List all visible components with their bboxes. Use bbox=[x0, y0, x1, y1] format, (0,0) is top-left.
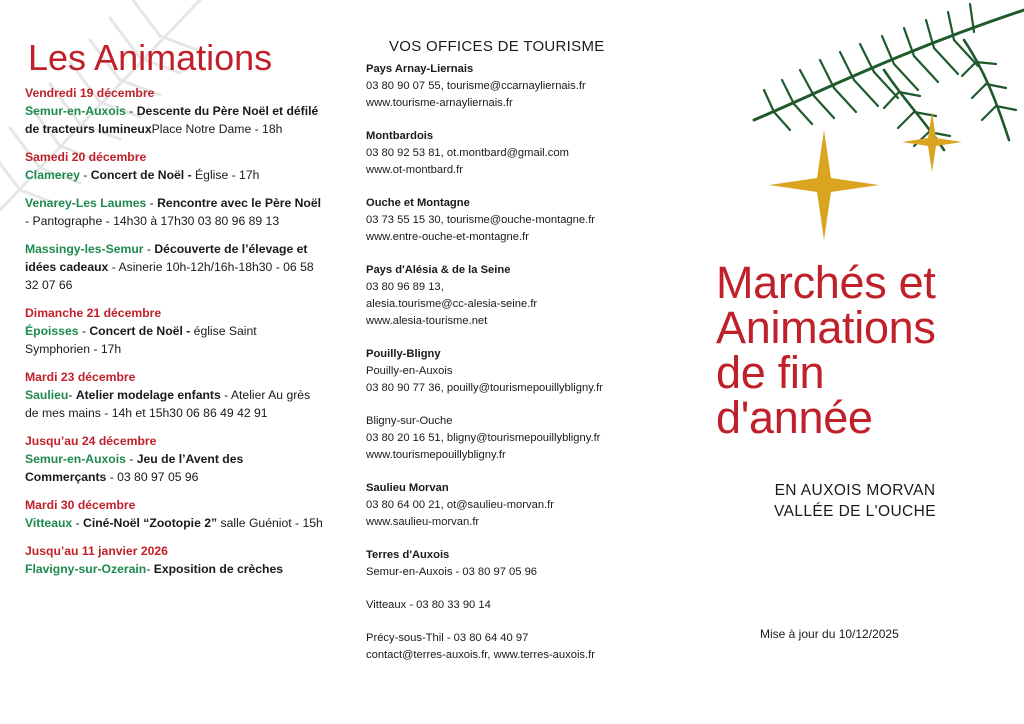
cover-title-line: d'année bbox=[716, 392, 873, 443]
office-contact-line: www.saulieu-morvan.fr bbox=[366, 516, 480, 528]
region-subtitle bbox=[700, 480, 1000, 522]
event-item bbox=[25, 304, 325, 358]
animations-heading: Les Animations bbox=[28, 37, 273, 78]
office-contact-line: www.ot-montbard.fr bbox=[366, 164, 463, 176]
office-contact-line: www.alesia-tourisme.net bbox=[366, 315, 488, 327]
event-details: - Atelier Au grès de mes mains - 14h et 15h30 06 86 49 42 91 bbox=[25, 387, 311, 420]
event-date: Jusqu’au 11 janvier 2026 bbox=[25, 543, 168, 558]
office-name: Ouche et Montagne bbox=[366, 197, 470, 209]
office-name: Terres d'Auxois bbox=[366, 549, 450, 561]
event-separator: - bbox=[125, 103, 137, 118]
event-title: Jeu de l’Avent des Commerçants bbox=[25, 451, 244, 484]
event-separator: - bbox=[146, 195, 158, 210]
event-date: Jusqu’au 24 décembre bbox=[25, 433, 157, 448]
office-contact-line: 03 80 90 07 55, tourisme@ccarnayliernais.fr bbox=[366, 80, 586, 92]
event-title: Concert de Noël - bbox=[89, 323, 194, 338]
office-name: Montbardois bbox=[366, 130, 434, 142]
cover-title-line: de fin bbox=[716, 347, 825, 398]
event-title: Atelier modelage enfants bbox=[75, 387, 221, 402]
event-title: Exposition de crèches bbox=[153, 561, 284, 576]
event-place: Venarey-Les Laumes bbox=[25, 195, 147, 210]
fir-branch-decoration-right bbox=[734, 0, 1024, 250]
event-item bbox=[25, 542, 325, 578]
event-title: Rencontre avec le Père Noël bbox=[157, 195, 322, 210]
office-contact-line: 03 80 96 89 13, bbox=[366, 281, 444, 293]
office-contact-line: www.tourisme-arnayliernais.fr bbox=[366, 97, 513, 109]
event-details: salle Guéniot - 15h bbox=[217, 515, 323, 530]
event-place: Époisses bbox=[25, 323, 79, 338]
event-separator: - bbox=[68, 387, 76, 402]
event-date: Vendredi 19 décembre bbox=[25, 85, 155, 100]
event-title: Découverte de l’élevage et idées cadeaux bbox=[25, 241, 308, 274]
event-item bbox=[25, 368, 325, 422]
event-title: Concert de Noël - bbox=[90, 167, 196, 182]
office-name: Pouilly-Bligny bbox=[366, 348, 441, 360]
event-item bbox=[25, 240, 325, 294]
event-place: Massingy-les-Semur bbox=[25, 241, 144, 256]
event-date: Mardi 30 décembre bbox=[25, 497, 136, 512]
update-date: Mise à jour du 10/12/2025 bbox=[760, 627, 899, 641]
office-item bbox=[366, 128, 666, 179]
event-place: Clamerey bbox=[25, 167, 80, 182]
event-date: Mardi 23 décembre bbox=[25, 369, 136, 384]
event-details: Place Notre Dame - 18h bbox=[151, 121, 283, 136]
office-item bbox=[366, 262, 666, 330]
event-separator: - bbox=[79, 167, 91, 182]
office-contact-line: Précy-sous-Thil - 03 80 64 40 97 bbox=[366, 632, 529, 644]
office-item bbox=[366, 413, 666, 464]
region-line: EN AUXOIS MORVAN bbox=[774, 482, 936, 499]
cover-title bbox=[700, 257, 1000, 443]
event-details: église Saint Symphorien - 17h bbox=[25, 323, 257, 356]
office-item bbox=[366, 61, 666, 112]
office-item bbox=[366, 630, 666, 664]
office-name: Pays Arnay-Liernais bbox=[366, 63, 474, 75]
office-contact-line: 03 73 55 15 30, tourisme@ouche-montagne.fr bbox=[366, 214, 596, 226]
office-item bbox=[366, 547, 666, 581]
event-item bbox=[25, 194, 325, 230]
event-place: Saulieu bbox=[25, 387, 69, 402]
offices-list bbox=[366, 61, 666, 664]
cover-panel bbox=[700, 257, 1000, 522]
event-separator: - bbox=[143, 241, 155, 256]
event-place: Vitteaux bbox=[25, 515, 73, 530]
office-name: Pays d'Alésia & de la Seine bbox=[366, 264, 511, 276]
offices-column bbox=[366, 38, 666, 680]
office-contact-line: 03 80 20 16 51, bligny@tourismepouillybligny.fr bbox=[366, 432, 601, 444]
office-name: Saulieu Morvan bbox=[366, 482, 449, 494]
office-item bbox=[366, 346, 666, 397]
office-contact-line: contact@terres-auxois.fr, www.terres-auxois.fr bbox=[366, 649, 595, 661]
event-title: Descente du Père Noël et défilé de tracteurs lumineux bbox=[25, 103, 319, 136]
office-contact-line: alesia.tourisme@cc-alesia-seine.fr bbox=[366, 298, 538, 310]
event-place: Flavigny-sur-Ozerain bbox=[25, 561, 147, 576]
office-contact-line: Semur-en-Auxois - 03 80 97 05 96 bbox=[366, 566, 538, 578]
cover-title-line: Animations bbox=[716, 302, 936, 353]
event-date: Dimanche 21 décembre bbox=[25, 305, 162, 320]
office-item bbox=[366, 597, 666, 614]
cover-title-line: Marchés et bbox=[716, 257, 936, 308]
office-contact-line: 03 80 90 77 36, pouilly@tourismepouillybligny.fr bbox=[366, 382, 603, 394]
office-contact-line: Bligny-sur-Ouche bbox=[366, 415, 453, 427]
event-item bbox=[25, 84, 325, 138]
event-details: - 03 80 97 05 96 bbox=[106, 469, 199, 484]
event-separator: - bbox=[72, 515, 84, 530]
event-separator: - bbox=[125, 451, 137, 466]
event-place: Semur-en-Auxois bbox=[25, 451, 126, 466]
event-separator: - bbox=[78, 323, 90, 338]
office-item bbox=[366, 480, 666, 531]
events-list bbox=[25, 84, 325, 578]
office-contact-line: Vitteaux - 03 80 33 90 14 bbox=[366, 599, 491, 611]
gold-star-icon bbox=[769, 112, 962, 240]
region-line: VALLÉE DE L'OUCHE bbox=[774, 503, 936, 520]
event-date: Samedi 20 décembre bbox=[25, 149, 147, 164]
office-item bbox=[366, 195, 666, 246]
event-separator: - bbox=[146, 561, 154, 576]
animations-column bbox=[25, 38, 325, 588]
event-details: - Pantographe - 14h30 à 17h30 03 80 96 89 13 bbox=[25, 213, 280, 228]
office-contact-line: www.tourismepouillybligny.fr bbox=[366, 449, 506, 461]
office-contact-line: www.entre-ouche-et-montagne.fr bbox=[366, 231, 529, 243]
event-details: - Asinerie 10h-12h/16h-18h30 - 06 58 32 07 66 bbox=[25, 259, 314, 292]
event-place: Semur-en-Auxois bbox=[25, 103, 126, 118]
event-item bbox=[25, 148, 325, 184]
office-contact-line: 03 80 64 00 21, ot@saulieu-morvan.fr bbox=[366, 499, 554, 511]
office-contact-line: 03 80 92 53 81, ot.montbard@gmail.com bbox=[366, 147, 569, 159]
event-item bbox=[25, 432, 325, 486]
offices-heading: VOS OFFICES DE TOURISME bbox=[389, 38, 605, 55]
event-item bbox=[25, 496, 325, 532]
event-title: Ciné-Noël “Zootopie 2” bbox=[83, 515, 218, 530]
office-contact-line: Pouilly-en-Auxois bbox=[366, 365, 453, 377]
event-details: Église - 17h bbox=[195, 167, 260, 182]
